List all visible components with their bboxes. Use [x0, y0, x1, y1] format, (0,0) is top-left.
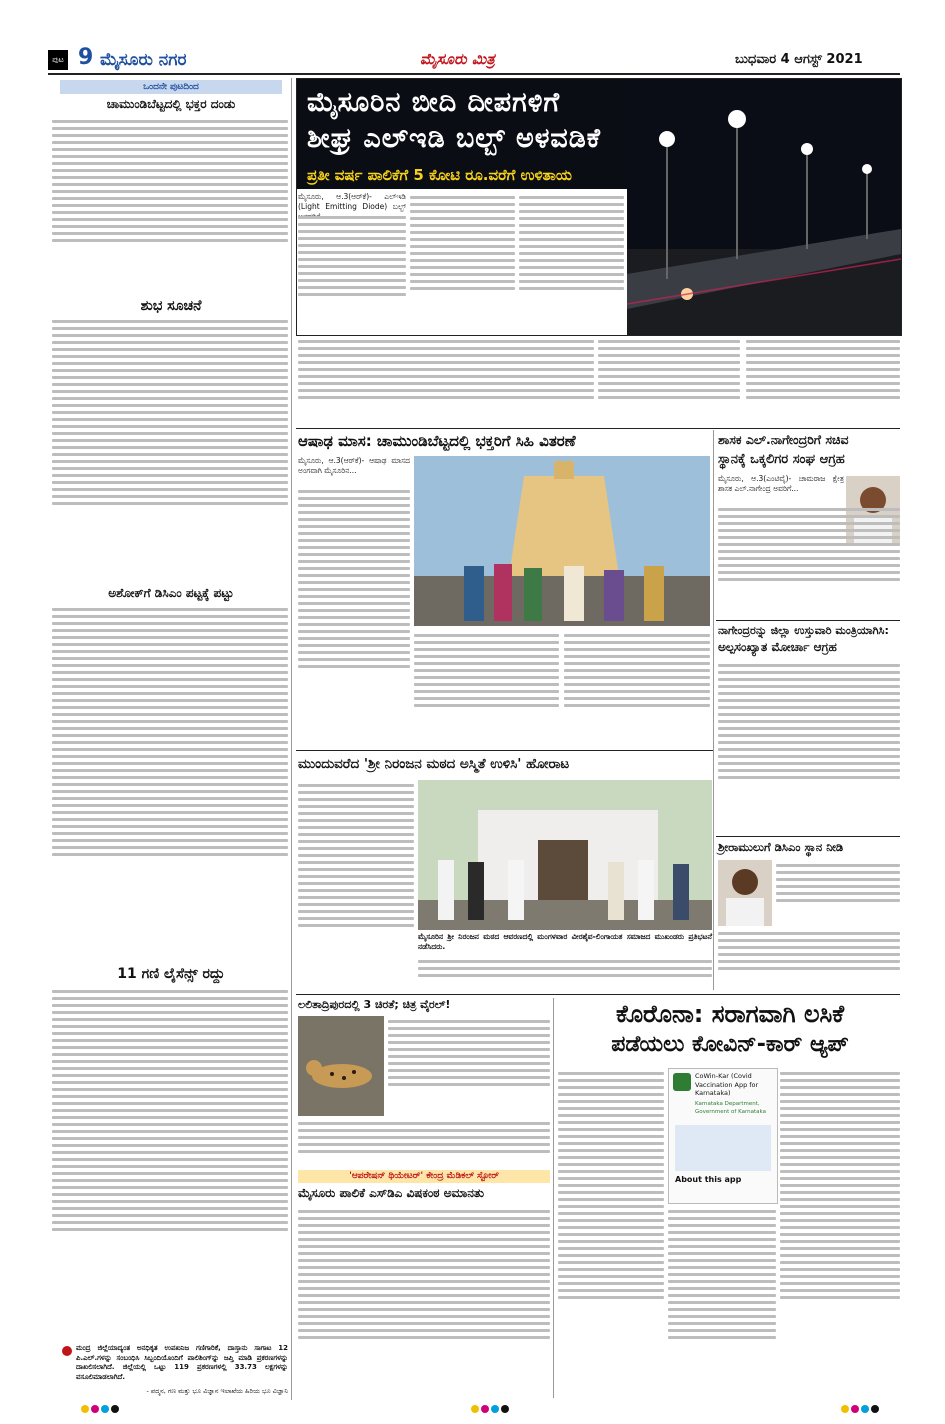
- issue-date: ಬುಧವಾರ 4 ಆಗಸ್ಟ್ 2021: [735, 52, 863, 67]
- lead-headline-2: ಶೀಘ್ರ ಎಲ್‌ಇಡಿ ಬಲ್ಬ್ ಅಳವಡಿಕೆ: [307, 123, 602, 154]
- rule-nagendra: [716, 836, 900, 837]
- cowin-app-icon: [673, 1073, 691, 1091]
- col1-text-block-4: [52, 986, 288, 1342]
- niranjana-photo: [418, 780, 712, 930]
- col1-text-block-3: [52, 604, 288, 964]
- cowin-app-title: CoWin-Kar (Covid Vaccination App for Karnataka): [695, 1072, 759, 1097]
- column-rule-1: [291, 78, 292, 1400]
- col1-headline: ಚಾಮುಂಡಿಬೆಟ್ಟದಲ್ಲಿ ಭಕ್ತರ ದಂಡು: [106, 97, 236, 111]
- nagendra-text: [718, 660, 900, 834]
- col1-text-block-2: [52, 316, 288, 584]
- col1-subhead-11: 11 ಗಣಿ ಲೈಸೆನ್ಸ್ ರದ್ದು: [117, 966, 225, 982]
- cowin-app-developer: Karnataka Department, Government of Karnataka: [695, 1101, 766, 1115]
- corona-text-col-1: [558, 1068, 664, 1396]
- corona-headline-1: ಕೊರೊನಾ: ಸರಾಗವಾಗಿ ಲಸಿಕೆ: [615, 1000, 845, 1028]
- ashadha-text-col-1: [298, 486, 410, 746]
- lead-subhead: ಪ್ರತೀ ವರ್ಷ ಪಾಲಿಕೆಗೆ 5 ಕೋಟಿ ರೂ.ವರೆಗೆ ಉಳಿತಾಯ: [307, 166, 572, 184]
- lead-text-col-4: [598, 336, 740, 426]
- registration-marks-bottom: [80, 1402, 880, 1416]
- lead-text-col-5: [746, 336, 900, 426]
- leopard-banner: 'ಆಪರೇಷನ್ ಥಿಯೇಟರ್' ಕೇಂದ್ರ ಮೆಡಿಕಲ್ ಸ್ಟೋರ್: [298, 1170, 550, 1183]
- lead-body-start: ಮೈಸೂರು, ಆ.3(ಆರ್‌ಕೆ)- ಎಲ್ಇಡಿ (Light Emitting Diode) ಬಲ್ಬ್: [298, 192, 406, 211]
- column-rule-3: [553, 998, 554, 1398]
- corona-text-col-3: [780, 1068, 900, 1396]
- col1-bottom-quote-icon: [62, 1346, 72, 1356]
- rule-ashadha-bottom: [296, 750, 713, 751]
- section-title: ಮೈಸೂರು ನಗರ: [100, 50, 187, 70]
- sriramulu-portrait: [718, 860, 772, 926]
- niranjana-caption: ಮೈಸೂರಿನ ಶ್ರೀ ನಿರಂಜನ ಮಠದ ಆವರಣದಲ್ಲಿ ಮಂಗಳವಾರ ವೀರಶೈವ-ಲಿಂಗಾಯತ ಸಮಾಜದ ಮುಖಂಡರು ಪ್ರತಿಭಟನೆ ನಡೆಸಿದರು.: [418, 932, 712, 951]
- leopard-text-1: [388, 1016, 550, 1116]
- corona-headline-2: ಪಡೆಯಲು ಕೋವಿನ್-ಕಾರ್ ಆ್ಯಪ್: [611, 1032, 849, 1057]
- nagendra-headline-2: ಅಲ್ಪಸಂಖ್ಯಾತ ಮೋರ್ಚಾ ಆಗ್ರಹ: [718, 640, 837, 654]
- col1-subhead-shubha: ಶುಭ ಸೂಚನೆ: [140, 298, 202, 314]
- shasaka-headline-2: ಸ್ಥಾನಕ್ಕೆ ಒಕ್ಕಲಿಗರ ಸಂಘ ಆಗ್ರಹ: [718, 452, 845, 467]
- lead-text-col-6: [298, 336, 594, 426]
- shasaka-headline-1: ಶಾಸಕ ಎಲ್.ನಾಗೇಂದ್ರರಿಗೆ ಸಚಿವ: [718, 432, 849, 447]
- lead-headline-1: ಮೈಸೂರಿನ ಬೀದಿ ದೀಪಗಳಿಗೆ: [307, 87, 561, 118]
- continued-banner: ಒಂದನೇ ಪುಟದಿಂದ: [60, 80, 282, 94]
- page-number: 9: [78, 45, 94, 70]
- cowin-screens: [675, 1125, 771, 1171]
- lead-text-col-2: [410, 192, 515, 332]
- col1-bottom-quote: ಮಂದ್ರ ಜಿಲ್ಲೆಯಾದ್ಯಂತ ಅನಧಿಕೃತ ಉಪಖನಿಜ ಗಣಿಗಾರಿಕೆ, ದಾಸ್ತಾನು ಸಾಗಾಟ 12 ಪಿ.ಎಲ್.ಗಳನ್ನು ಸಂಬಂಧಿಸಿ ಸಿಬ್ಬಂದಿಯೊಂದಿಗೆ ಪಾಲಿಶಿಂಗ್‌ನ್ನು ಜಪ್ತಿ ಮಾಡಿ ಪ್ರಕರಣಗಳನ್ನು ದಾಖಲಿಸಲಾಗಿದೆ. ಜಿಲ್ಲೆಯಲ್ಲಿ ಒಟ್ಟು 119 ಪ್ರಕರಣಗಳಲ್ಲಿ 33.73 ಲಕ್ಷಗಳನ್ನು ವಸೂಲಿಮಾಡಲಾಗಿದೆ.: [76, 1344, 288, 1381]
- cowin-app-card: [668, 1068, 778, 1204]
- sda-text: [298, 1206, 550, 1396]
- leopard-text-2: [298, 1118, 550, 1168]
- rule-shasaka: [716, 620, 900, 621]
- sriramulu-text-right: [776, 860, 900, 926]
- ashadha-headline: ಆಷಾಢ ಮಾಸ: ಚಾಮುಂಡಿಬೆಟ್ಟದಲ್ಲಿ ಭಕ್ತರಿಗೆ ಸಿಹಿ ವಿತರಣೆ: [298, 432, 576, 450]
- lead-text-col-3: [519, 192, 624, 332]
- nagendra-headline-1: ನಾಗೇಂದ್ರರನ್ನು ಜಿಲ್ಲಾ ಉಸ್ತುವಾರಿ ಮಂತ್ರಿಯಾಗಿಸಿ:: [718, 624, 889, 637]
- page-label: ಪುಟ: [52, 55, 64, 64]
- ashadha-text-col-2: [414, 630, 559, 746]
- corona-text-col-2: [668, 1206, 776, 1396]
- leopard-headline: ಲಲಿತಾದ್ರಿಪುರದಲ್ಲಿ 3 ಚಿರತೆ; ಚಿತ್ರ ವೈರಲ್!: [298, 998, 451, 1011]
- column-rule-2: [713, 430, 714, 990]
- rule-niranjana-bottom: [296, 994, 900, 995]
- ashadha-text-col-3: [564, 630, 710, 746]
- ashadha-body-start: ಮೈಸೂರು, ಆ.3(ಆರ್‌ಕೆ)- ಆಷಾಢ ಮಾಸದ ಅಂಗವಾಗಿ ಮೈಸೂರಿನ...: [298, 456, 410, 475]
- masthead-logo: ಮೈಸೂರು ಮಿತ್ರ: [420, 50, 495, 68]
- rule-lead-bottom: [296, 428, 900, 429]
- ashadha-photo: [414, 456, 710, 626]
- col1-text-block-1: [52, 116, 288, 296]
- page-number-badge: [48, 50, 68, 70]
- niranjana-text-col-2: [418, 956, 712, 990]
- street-lights-photo: [627, 79, 901, 335]
- lead-text-col-1: [298, 212, 406, 332]
- sda-headline: ಮೈಸೂರು ಪಾಲಿಕೆ ಎಸ್‌ಡಿಎ ವಿಷಕಂಠ ಅಮಾನತು: [298, 1186, 485, 1200]
- shasaka-body-start: ಮೈಸೂರು, ಆ.3(ಎಂಟಿವೈ)- ಚಾಮರಾಜ ಕ್ಷೇತ್ರ ಶಾಸಕ ಎಲ್.ನಾಗೇಂದ್ರ ಅವರಿಗೆ...: [718, 474, 844, 493]
- col1-subhead-ashoka: ಅಶೋಕ್‌ಗೆ ಡಿಸಿಎಂ ಪಟ್ಟಕ್ಕೆ ಪಟ್ಟು: [108, 586, 234, 600]
- niranjana-text-col-1: [298, 780, 414, 990]
- leopard-photo: [298, 1016, 384, 1116]
- shasaka-text: [718, 504, 900, 616]
- sriramulu-headline: ಶ್ರೀರಾಮುಲುಗೆ ಡಿಸಿಎಂ ಸ್ಥಾನ ನೀಡಿ: [718, 840, 844, 854]
- cowin-about: About this app: [675, 1175, 742, 1184]
- niranjana-headline: ಮುಂದುವರೆದ 'ಶ್ರೀ ನಿರಂಜನ ಮಠದ ಅಸ್ಮಿತೆ ಉಳಿಸಿ' ಹೋರಾಟ: [298, 756, 570, 772]
- masthead-rule: [48, 73, 900, 75]
- sriramulu-text: [718, 928, 900, 990]
- col1-credit: - ಪದ್ಮನ, ಗಣ ಮತ್ತು ಭೂ ವಿಜ್ಞಾನ ಇಲಾಖೆಯ ಹಿರಿಯ ಭೂ ವಿಜ್ಞಾನಿ: [146, 1387, 288, 1395]
